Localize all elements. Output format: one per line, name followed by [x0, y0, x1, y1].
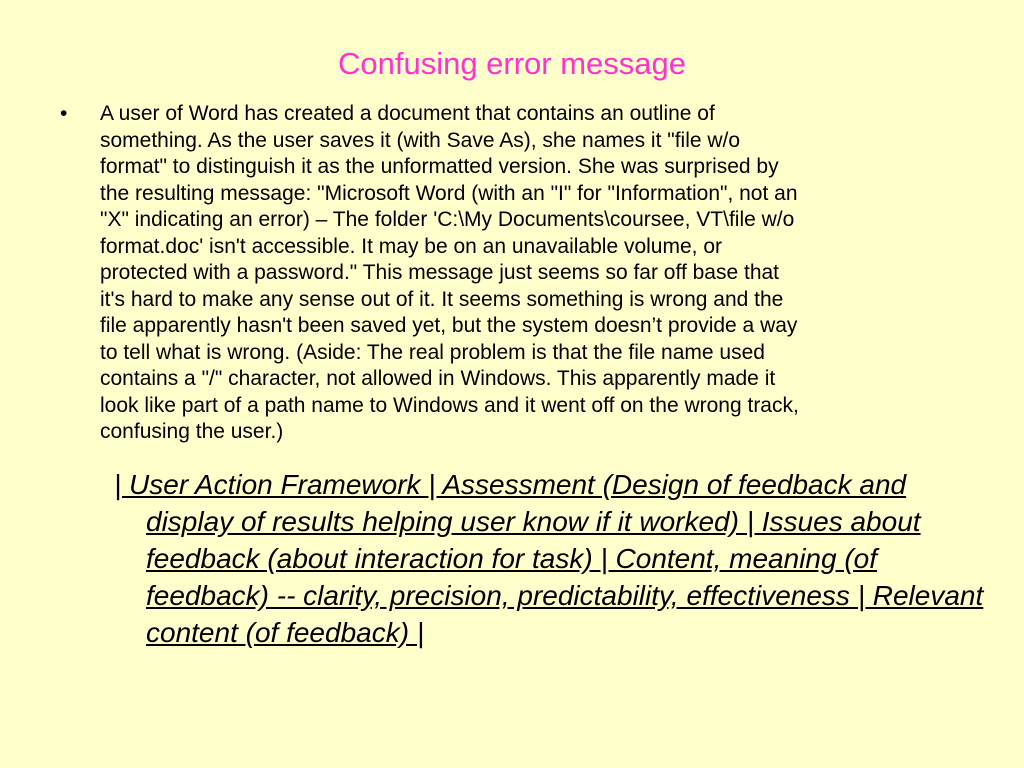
- bullet-text: A user of Word has created a document that contains an outline of something. As the user saves it (with Save As), she names it "file w/o format" to distinguish it as the unformatted version. She was surprised by the resulting message: "Microsoft Word (with an "I" for "Information", not an "X" indicating an error) – The folder 'C:\My Documents\coursee, VT\file w/o format.doc' isn't accessible. It may be on an unavailable volume, or protected with a password." This message just seems so far off base that it's hard to make any sense out of it. It seems something is wrong and the file apparently hasn't been saved yet, but the system doesn’t provide a way to tell what is wrong. (Aside: The real problem is that the file name used contains a "/" character, not allowed in Windows. This apparently made it look like part of a path name to Windows and it went off on the wrong track, confusing the user.): [100, 102, 799, 443]
- bullet-icon: •: [60, 102, 68, 125]
- bullet-list: [60, 101, 960, 446]
- framework-links: [114, 466, 996, 651]
- slide-title: Confusing error message: [337, 46, 687, 81]
- framework-link[interactable]: | User Action Framework | Assessment (Design of feedback and display of results helping user know if it worked) | Issues about feedback (about interaction for task) | Content, meaning (of feedback) -- clarity, precision, predictability, effectiveness | Relevant content (of feedback) |: [114, 469, 984, 648]
- bullet-item: [60, 101, 960, 446]
